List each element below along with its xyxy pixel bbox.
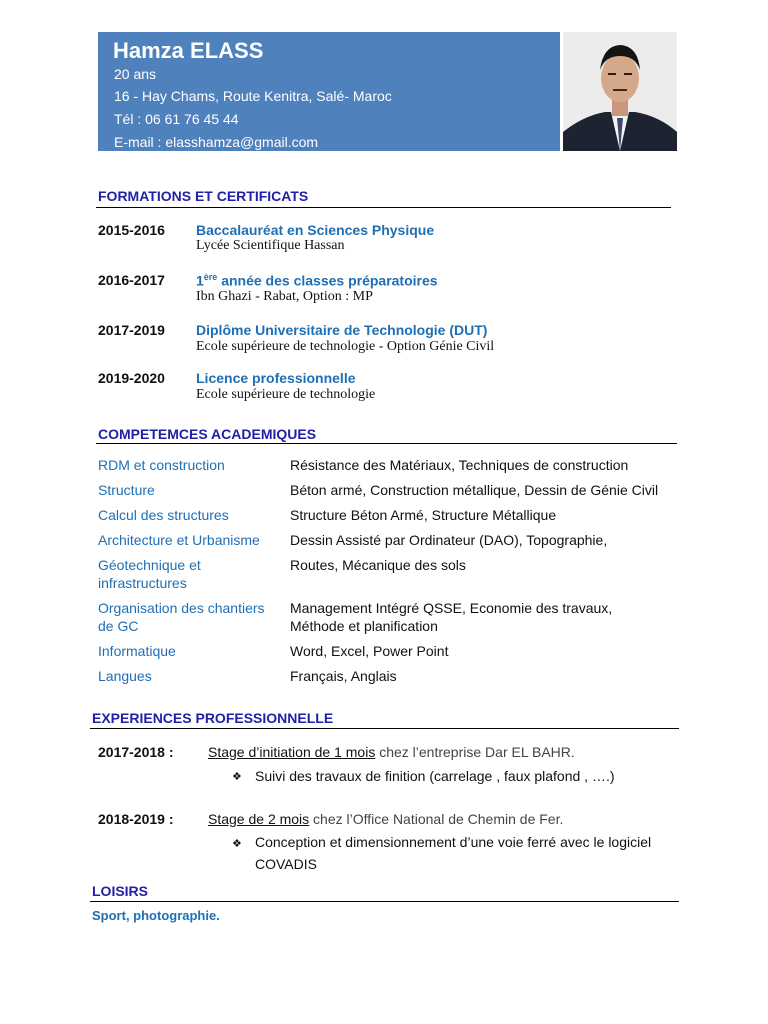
formation-years: 2019-2020	[98, 370, 165, 386]
experience-years: 2018-2019 :	[98, 811, 174, 827]
candidate-age: 20 ans	[114, 66, 157, 82]
experience-years: 2017-2018 :	[98, 744, 174, 760]
formation-school: Lycée Scientifique Hassan	[196, 238, 345, 253]
competence-value: Management Intégré QSSE, Economie des travaux, Méthode et planification	[290, 600, 613, 634]
candidate-email: E-mail : elasshamza@gmail.com	[114, 134, 319, 150]
profile-photo	[563, 32, 677, 151]
experience-task: Suivi des travaux de finition (carrelage , faux plafond , ….)	[255, 768, 615, 784]
candidate-phone: Tél : 06 61 76 45 44	[114, 111, 239, 127]
section-title-competences: COMPETEMCES ACADEMIQUES	[98, 426, 317, 442]
diamond-bullet-icon: ❖	[232, 771, 242, 783]
candidate-address: 16 - Hay Chams, Route Kenitra, Salé- Maroc	[114, 88, 392, 104]
formation-title: 1ère année des classes préparatoires	[196, 272, 438, 289]
candidate-name: Hamza ELASS	[113, 38, 264, 63]
diamond-bullet-icon: ❖	[232, 838, 242, 850]
formation-school: Ecole supérieure de technologie - Option Génie Civil	[196, 339, 495, 354]
competence-value: Béton armé, Construction métallique, Dessin de Génie Civil	[290, 482, 659, 498]
formation-years: 2015-2016	[98, 222, 165, 238]
formation-years: 2017-2019	[98, 322, 165, 338]
competence-value: Résistance des Matériaux, Techniques de construction	[290, 457, 629, 473]
experience-task: Conception et dimensionnement d’une voie ferré avec le logiciel COVADIS	[255, 834, 652, 872]
competence-value: Routes, Mécanique des sols	[290, 557, 466, 573]
section-divider	[90, 901, 679, 902]
formation-school: Ecole supérieure de technologie	[196, 387, 376, 402]
section-divider	[96, 443, 677, 444]
formation-title: Diplôme Universitaire de Technologie (DUT)	[196, 322, 488, 338]
competence-key: Informatique	[98, 643, 176, 659]
header-banner	[98, 32, 560, 151]
formation-title: Baccalauréat en Sciences Physique	[196, 222, 435, 238]
competence-key: Langues	[98, 668, 152, 684]
competence-key: Organisation des chantiers de GC	[98, 600, 265, 634]
section-title-experiences: EXPERIENCES PROFESSIONNELLE	[92, 710, 334, 726]
formation-years: 2016-2017	[98, 272, 165, 288]
section-divider	[90, 728, 679, 729]
competence-value: Structure Béton Armé, Structure Métallique	[290, 507, 557, 523]
competence-value: Français, Anglais	[290, 668, 397, 684]
competence-value: Dessin Assisté par Ordinateur (DAO), Topographie,	[290, 532, 608, 548]
section-divider	[96, 207, 671, 208]
competence-key: Calcul des structures	[98, 507, 229, 523]
section-title-loisirs: LOISIRS	[92, 883, 149, 899]
competence-key: RDM et construction	[98, 457, 225, 473]
competence-value: Word, Excel, Power Point	[290, 643, 449, 659]
section-title-formations: FORMATIONS ET CERTIFICATS	[98, 188, 309, 204]
competence-key: Structure	[98, 482, 155, 498]
experience-title: Stage de 2 mois chez l’Office National de Chemin de Fer.	[208, 811, 564, 827]
formation-school: Ibn Ghazi - Rabat, Option : MP	[196, 289, 373, 304]
formation-title: Licence professionnelle	[196, 370, 356, 386]
hobbies-text: Sport, photographie.	[92, 908, 220, 923]
competence-key: Architecture et Urbanisme	[98, 532, 260, 548]
competence-key: Géotechnique et infrastructures	[98, 557, 201, 591]
experience-title: Stage d’initiation de 1 mois chez l’entreprise Dar EL BAHR.	[208, 744, 575, 760]
